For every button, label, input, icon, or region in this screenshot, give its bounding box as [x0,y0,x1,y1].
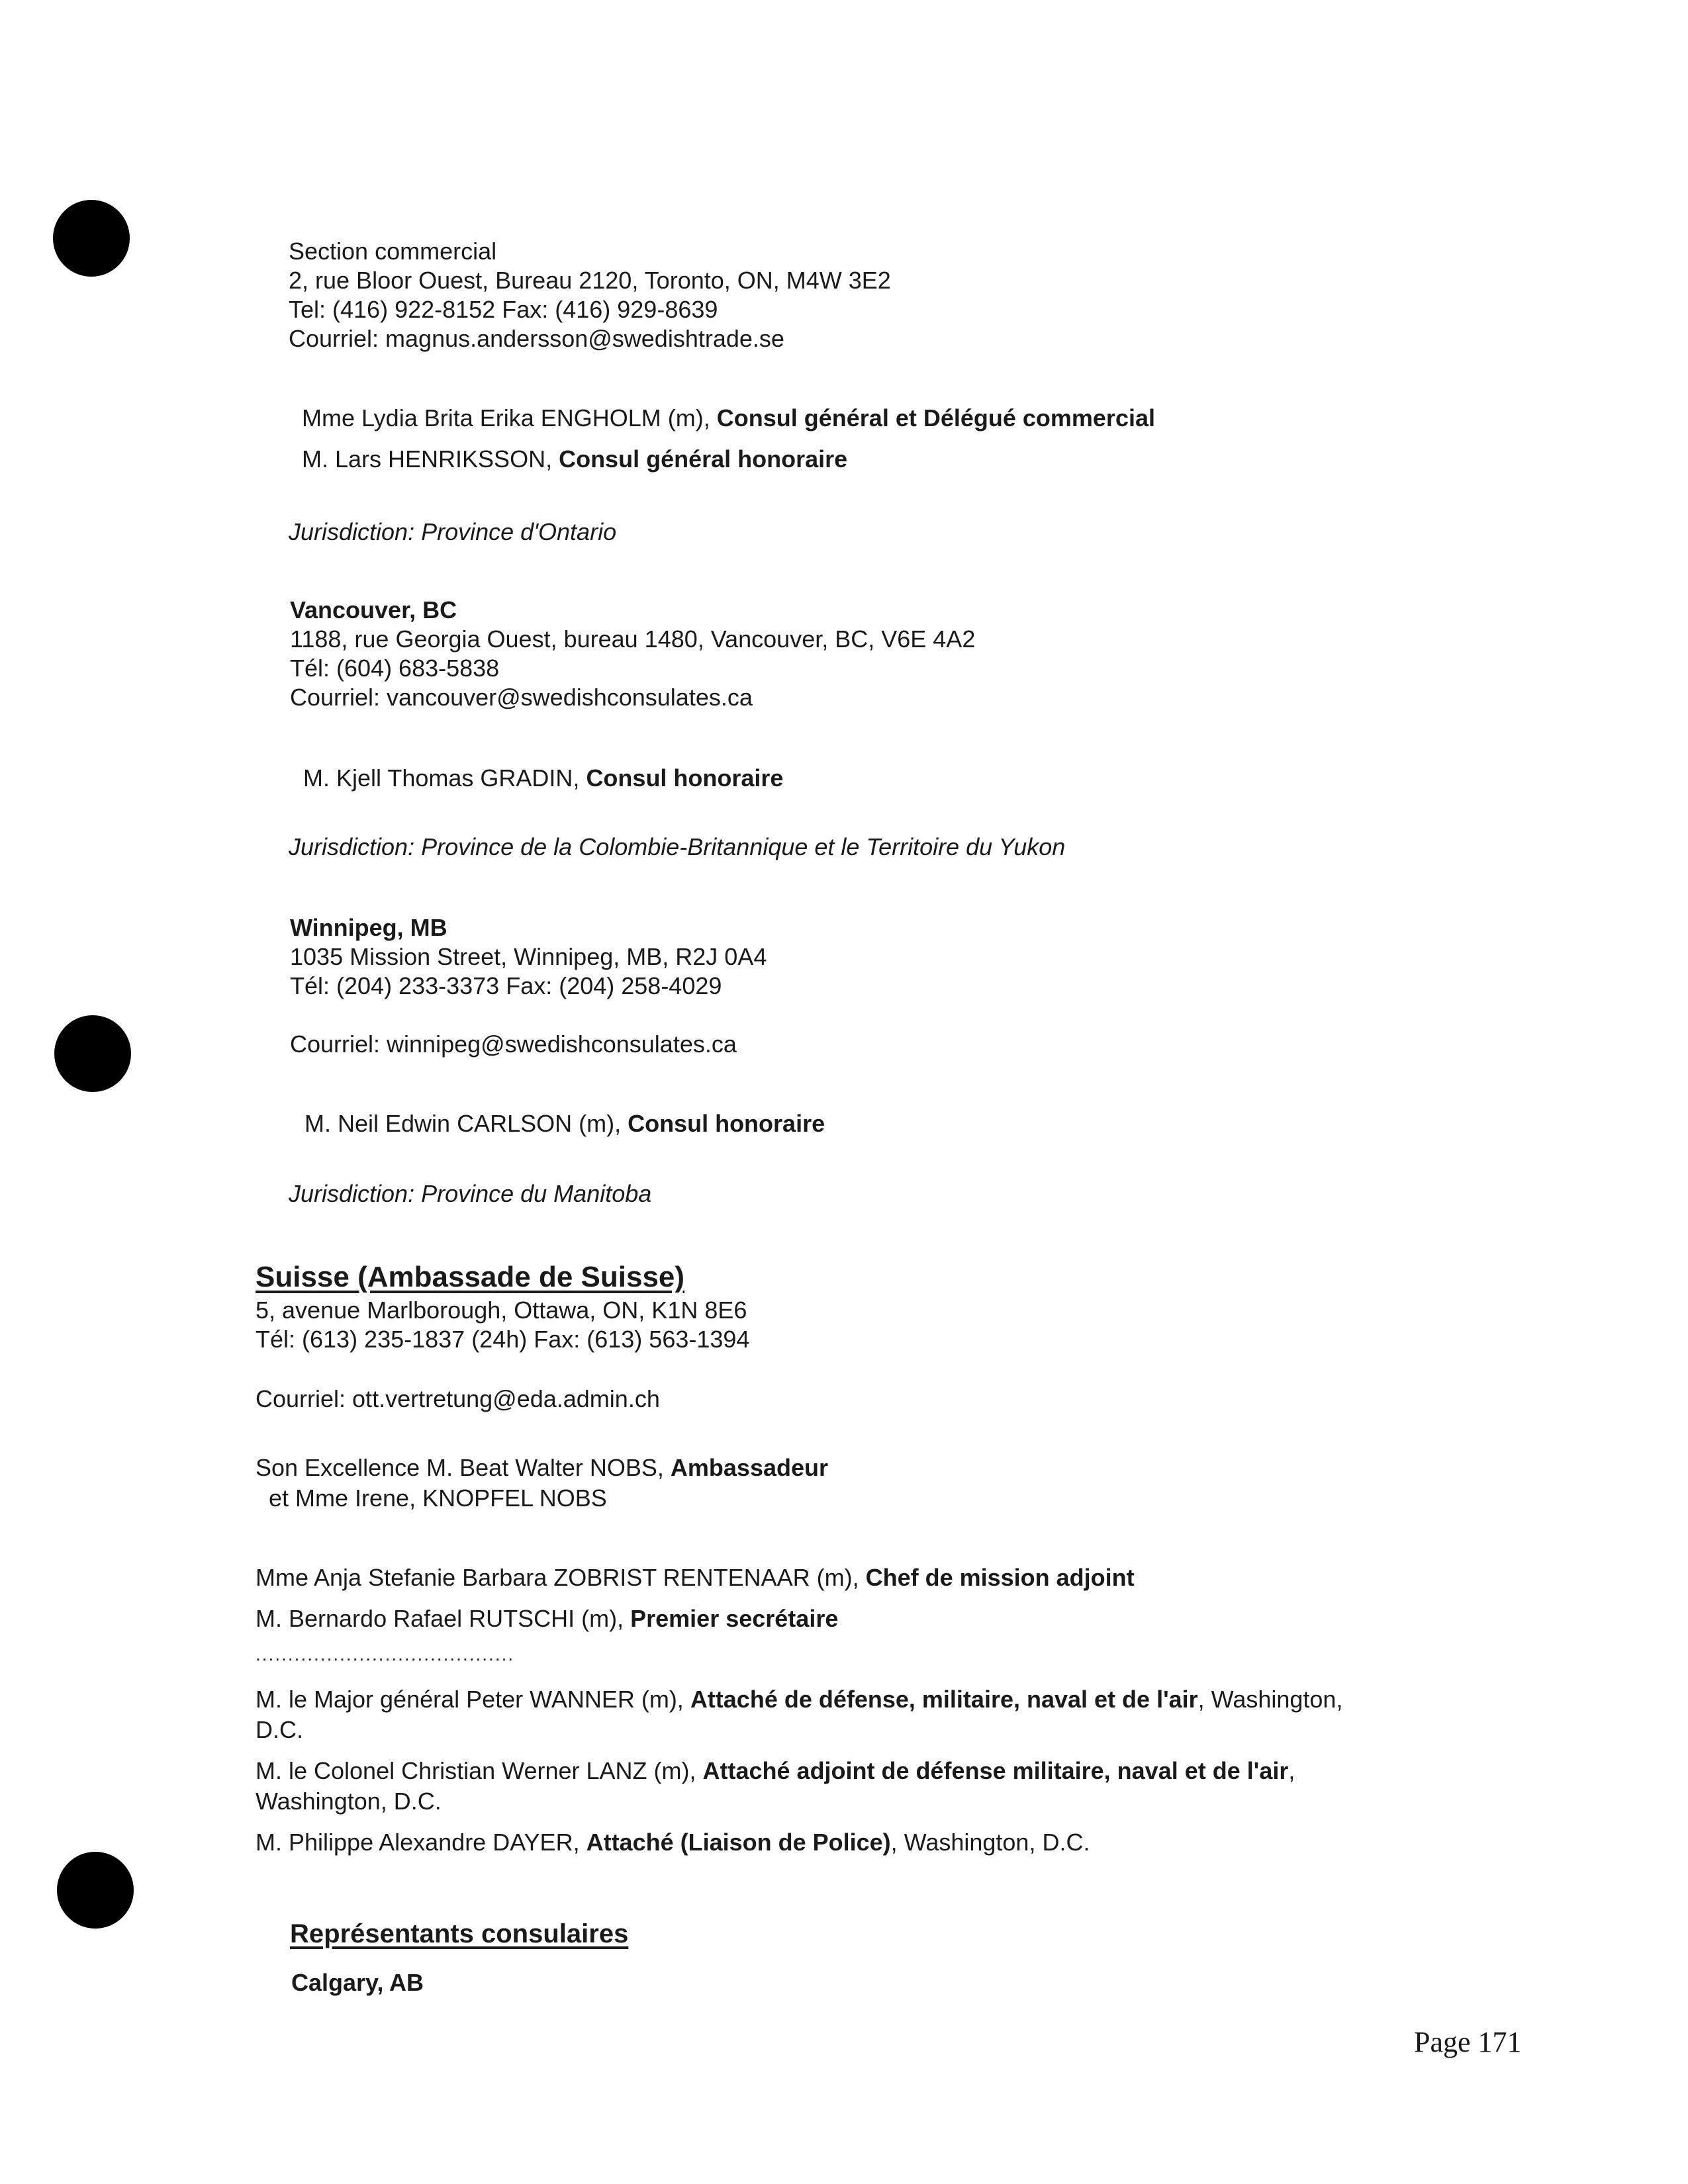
staff-name: Mme Anja Stefanie Barbara ZOBRIST RENTENAAR (m), [256,1564,866,1591]
attache-title: Attaché adjoint de défense militaire, naval et de l'air [702,1757,1289,1784]
attache-name: M. le Major général Peter WANNER (m), [256,1686,690,1713]
punch-hole-top [53,200,130,277]
attache-entry [256,1756,1295,1786]
jurisdiction-line: Jurisdiction: Province de la Colombie-Britannique et le Territoire du Yukon [289,833,1066,860]
attache-location: , Washington, [1197,1686,1343,1713]
attache-location: , [1288,1757,1295,1784]
staff-name: M. Bernardo Rafael RUTSCHI (m), [256,1605,631,1632]
phone-fax-line: Tél: (204) 233-3373 Fax: (204) 258-4029 [290,972,722,999]
email-line: Courriel: vancouver@swedishconsulates.ca [290,684,753,711]
address-line: 5, avenue Marlborough, Ottawa, ON, K1N 8E6 [256,1297,747,1324]
staff-entry [302,445,847,474]
spouse-line: et Mme Irene, KNOPFEL NOBS [269,1484,607,1512]
address-line: 1188, rue Georgia Ouest, bureau 1480, Vancouver, BC, V6E 4A2 [290,625,976,653]
address-line: 1035 Mission Street, Winnipeg, MB, R2J 0A4 [290,943,767,970]
section-title: Section commercial [289,238,497,265]
staff-entry [303,764,783,793]
email-line: Courriel: winnipeg@swedishconsulates.ca [290,1030,737,1058]
staff-name: Mme Lydia Brita Erika ENGHOLM (m), [302,404,717,432]
ambassador-name: Son Excellence M. Beat Walter NOBS, [256,1454,671,1481]
attache-entry [256,1828,1090,1857]
staff-entry [302,404,1155,433]
ambassador-entry [256,1453,828,1482]
city-heading: Vancouver, BC [290,596,457,623]
attache-location: , Washington, D.C. [890,1829,1090,1856]
attache-name: M. le Colonel Christian Werner LANZ (m), [256,1757,703,1784]
attache-title: Attaché (Liaison de Police) [586,1829,891,1856]
attache-entry [256,1685,1342,1714]
phone-line: Tél: (604) 683-5838 [290,655,500,682]
city-heading: Winnipeg, MB [290,914,447,941]
staff-title: Consul honoraire [586,764,784,792]
address-line: 2, rue Bloor Ouest, Bureau 2120, Toronto, ON, M4W 3E2 [289,267,891,294]
staff-title: Chef de mission adjoint [865,1564,1135,1591]
email-line: Courriel: magnus.andersson@swedishtrade.se [289,325,784,352]
jurisdiction-line: Jurisdiction: Province du Manitoba [289,1180,652,1207]
consular-heading: Représentants consulaires [290,1919,629,1948]
ambassador-title: Ambassadeur [670,1454,829,1481]
punch-hole-bottom [57,1852,134,1929]
jurisdiction-line: Jurisdiction: Province d'Ontario [289,518,617,545]
staff-title: Consul honoraire [628,1110,825,1137]
staff-name: M. Lars HENRIKSSON, [302,445,559,473]
staff-title: Premier secrétaire [630,1605,839,1632]
dotted-separator: ........................................ [256,1644,515,1664]
attache-location-cont: D.C. [256,1716,303,1743]
punch-hole-middle [54,1015,131,1092]
email-line: Courriel: ott.vertretung@eda.admin.ch [256,1385,660,1412]
attache-location-cont: Washington, D.C. [256,1788,442,1815]
staff-title: Consul général et Délégué commercial [716,404,1155,432]
staff-entry [256,1604,838,1633]
attache-title: Attaché de défense, militaire, naval et de l'air [690,1686,1198,1713]
country-heading: Suisse (Ambassade de Suisse) [256,1261,685,1293]
staff-title: Consul général honoraire [559,445,848,473]
phone-fax-line: Tel: (416) 922-8152 Fax: (416) 929-8639 [289,296,718,323]
staff-entry [256,1563,1135,1592]
staff-name: M. Kjell Thomas GRADIN, [303,764,586,792]
staff-entry [305,1109,825,1138]
page-number: Page 171 [1414,2026,1522,2058]
phone-fax-line: Tél: (613) 235-1837 (24h) Fax: (613) 563-1394 [256,1326,750,1353]
city-heading: Calgary, AB [291,1969,424,1996]
attache-name: M. Philippe Alexandre DAYER, [256,1829,586,1856]
staff-name: M. Neil Edwin CARLSON (m), [305,1110,628,1137]
